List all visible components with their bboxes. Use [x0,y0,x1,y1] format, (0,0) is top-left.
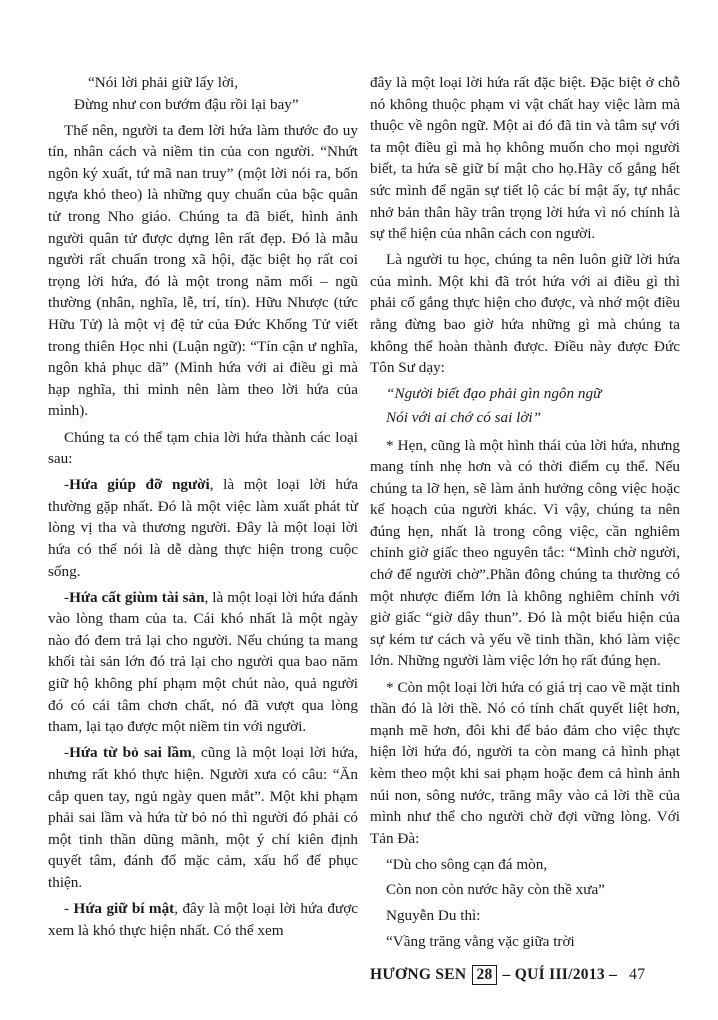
opening-poem-line-1: “Nói lời phải giữ lấy lời, [88,74,238,91]
nguyen-du-intro: Nguyễn Du thì: [386,906,481,924]
paragraph-promise-types-intro: Chúng ta có thể tạm chia lời hứa thành các loại sau: [48,428,358,468]
paragraph-oath: * Còn một loại lời hứa có giá trị cao về mặt tinh thần đó là lời thề. Nó có tính chất quyết liệt hơn, mạnh mẽ hơn, đôi khi để bảo đảm cho việc thực hiện lời hứa đó, người ta còn mang cả hình phạt kèm theo một khi sai phạm hoặc đem cả hình ảnh núi non, sông nước, trăng mây vào cả lời thề của mình như thể cho người chờ đợi vững lòng. Với Tản Đà: [370,678,680,847]
heading-give-up-mistakes: Hứa từ bỏ sai lầm [69,744,192,762]
page-footer [370,965,688,985]
issue-label: – QUÍ III/2013 – [502,966,618,983]
heading-keep-secret: Hứa giữ bí mật [73,899,175,917]
paragraph-appointment: * Hẹn, cũng là một hình thái của lời hứa, nhưng mang tính nhẹ hơn và có thời điểm cụ thể. Nếu chúng ta lỡ hẹn, sẽ làm ảnh hưởng công việc hoặc kế hoạch của người khác. Vì vậy, chúng ta nên đúng hẹn, nhất là trong công việc, cần nghiêm chỉnh giờ giấc theo nguyên tắc: “Mình chờ người, chớ để người chờ”.Phần đông chúng ta thường có một nhược điểm lớn là không nghiêm chỉnh với giờ giấc “giờ dây thun”. Đó là một biểu hiện của sự kém tư cách và yếu về tinh thần, khó làm việc lớn. Những người làm việc lớn họ rất đúng hẹn. [370,436,680,670]
paragraph-promise-reputation: Thế nên, người ta đem lời hứa làm thước đo uy tín, nhân cách và niềm tin của con người. “Nhứt ngôn ký xuất, tứ mã nan truy” (một lời nói ra, bốn ngựa khó theo) là những quy chuẩn của bậc quân tử trong Nho giáo. Chúng ta đã biết, hình ảnh người quân tử được dựng lên rất đẹp. Đó là mẫu người rất chuẩn trong xã hội, đặc biệt họ rất coi trọng lời hứa, đó là một trong năm mối – ngũ thường (nhân, nghĩa, lễ, trí, tín). Hữu Nhược (tức Hữu Tử) là một vị đệ tử của Đức Khổng Tử viết trong thiên Học nhi (Luận ngữ): “Tín cận ư nghĩa, ngôn khả phục dã” (Mình hứa với ai điều gì mà hạp nghĩa, thì mình nên làm theo lời hứa của mình). [48,121,358,420]
paragraph-secret-continued: đây là một loại lời hứa rất đặc biệt. Đặc biệt ở chỗ nó không thuộc phạm vi vật chất hay việc làm mà thuộc về ngôn ngữ. Một ai đó đã tin và tâm sự với ta một điều gì mà họ không muốn cho mọi người biết, ta hứa sẽ giữ bí mật cho họ.Hãy cố gắng hết sức mình để ngăn sự tiết lộ các bí mật ấy, tự nhắc nhở bản thân hãy trân trọng lời hứa vì nó chính là sự thể hiện của nhân cách con người. [370,74,680,243]
paragraph-help-others: -Hứa giúp đỡ người, là một loại lời hứa thường gặp nhất. Đó là một việc làm xuất phát từ lòng vị tha và thương người. Đây là một loại lời hứa có thể nói là dễ dàng thực hiện trong cuộc sống. [48,476,358,580]
issue-number: 28 [472,965,496,985]
tan-da-poem-line-1: “Dù cho sông cạn đá mòn, [386,855,548,873]
right-column [370,72,680,956]
paragraph-practitioner: Là người tu học, chúng ta nên luôn giữ lời hứa của mình. Một khi đã trót hứa với ai điều gì thì phải cố gắng thực hiện cho được, và nhớ một điều rằng đừng bao giờ hứa những gì mà chúng ta không thể hoàn thành được. Điều này được Đức Tôn Sư dạy: [370,251,680,377]
opening-poem-line-2: Đừng như con bướm đậu rồi lại bay” [74,95,299,113]
left-column [48,72,358,946]
paragraph-give-up-mistakes: -Hứa từ bỏ sai lầm, cũng là một loại lời hứa, nhưng rất khó thực hiện. Người xưa có câu: “Ăn cắp quen tay, ngủ ngày quen mắt”. Một khi phạm phải sai lầm và hứa từ bỏ nó thì người đó phải có một tinh thần dũng mãnh, một ý chí kiên định quyết tâm, đánh đổ mặc cảm, xấu hổ để phục thiện. [48,744,359,891]
heading-keep-assets: Hứa cất giùm tài sản [69,588,205,606]
tan-da-poem-line-2: Còn non còn nước hãy còn thề xưa” [386,881,605,899]
paragraph-keep-assets: -Hứa cất giùm tài sản, là một loại lời hứa đánh vào lòng tham của ta. Cái khó nhất là một ngày nào đó đem trả lại cho người. Nếu chúng ta mang khối tài sản lớn đó trả lại cho người qua bao năm giữ hộ không phí phạm một chút nào, quả người đó có cái tâm chơn chất, nó đã vượt qua lòng tham, lại tạo được một niềm tin với người. [48,588,359,736]
nguyen-du-poem-line-1: “Vầng trăng vằng vặc giữa trời [386,932,575,950]
heading-help-others: Hứa giúp đỡ người [69,476,210,494]
paragraph-keep-secret: - Hứa giữ bí mật, đây là một loại lời hứa được xem là khó thực hiện nhất. Có thể xem [48,899,358,939]
quote-line-1: “Người biết đạo phải gìn ngôn ngữ [386,385,602,403]
quote-line-2: Nói với ai chớ có sai lời” [386,408,542,426]
page-number: 47 [629,966,646,983]
magazine-name: HƯƠNG SEN [370,966,467,983]
